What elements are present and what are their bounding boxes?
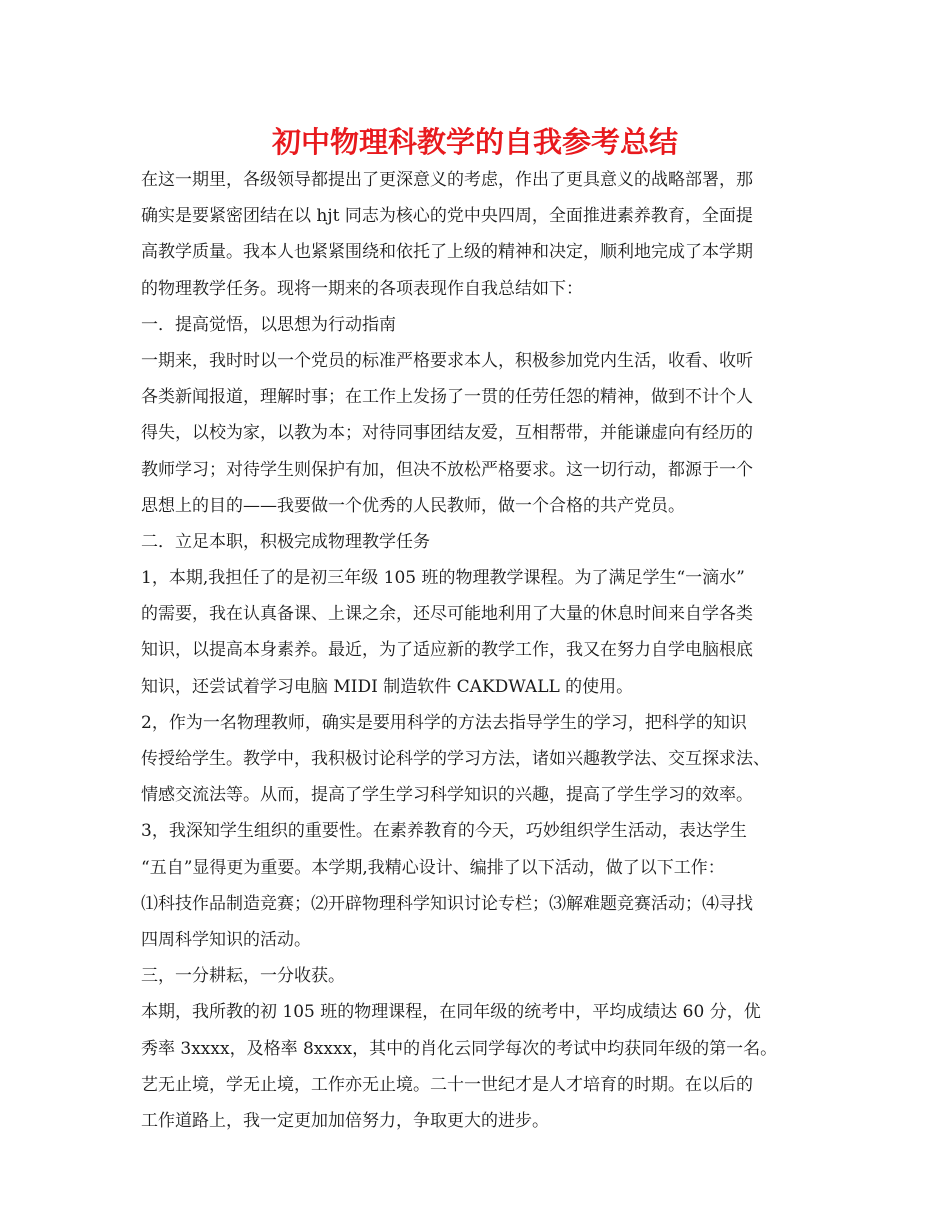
paragraph-line: 2，作为一名物理教师，确实是要用科学的方法去指导学生的学习，把科学的知识 — [141, 712, 747, 733]
paragraph-line: 高教学质量。我本人也紧紧围绕和依托了上级的精神和决定，顺利地完成了本学期 — [141, 242, 753, 263]
paragraph-line: 艺无止境，学无止境，工作亦无止境。二十一世纪才是人才培育的时期。在以后的 — [141, 1074, 753, 1095]
paragraph-line: “五自”显得更为重要。本学期,我精心设计、编排了以下活动，做了以下工作： — [141, 857, 725, 878]
paragraph-line: 得失，以校为家，以教为本；对待同事团结友爱，互相帮带，并能谦虚向有经历的 — [141, 423, 753, 444]
document-title: 初中物理科教学的自我参考总结 — [271, 125, 678, 159]
paragraph-line: 本期，我所教的初 105 班的物理课程，在同年级的统考中，平均成绩达 60 分，优 — [141, 1002, 761, 1023]
paragraph-line: 的物理教学任务。现将一期来的各项表现作自我总结如下： — [141, 278, 583, 299]
paragraph-line: 秀率 3xxxx，及格率 8xxxx，其中的肖化云同学每次的考试中均获同年级的第一名。 — [141, 1038, 778, 1059]
paragraph-line: 在这一期里，各级领导都提出了更深意义的考虑，作出了更具意义的战略部署，那 — [141, 170, 753, 190]
paragraph-line: 确实是要紧密团结在以 hjt 同志为核心的党中央四周，全面推进素养教育，全面提 — [141, 206, 753, 227]
section-heading: 三，一分耕耘，一分收获。 — [141, 966, 345, 987]
section-heading: 一．提高觉悟，以思想为行动指南 — [141, 314, 396, 335]
section-heading: 二．立足本职，积极完成物理教学任务 — [141, 531, 430, 552]
paragraph-line: 知识，以提高本身素养。最近，为了适应新的教学工作，我又在努力自学电脑根底 — [141, 640, 753, 661]
paragraph-line: 工作道路上，我一定更加加倍努力，争取更大的进步。 — [141, 1110, 549, 1131]
paragraph-line: 各类新闻报道，理解时事；在工作上发扬了一贯的任劳任怨的精神，做到不计个人 — [141, 387, 753, 408]
paragraph-line: 教师学习；对待学生则保护有加，但决不放松严格要求。这一切行动，都源于一个 — [141, 459, 753, 480]
paragraph-line: 1，本期,我担任了的是初三年级 105 班的物理教学课程。为了满足学生“一滴水” — [141, 568, 745, 589]
paragraph-line: 四周科学知识的活动。 — [141, 929, 311, 950]
document-body — [141, 162, 821, 1139]
paragraph-line: 3，我深知学生组织的重要性。在素养教育的今天，巧妙组织学生活动，表达学生 — [141, 821, 747, 842]
paragraph-line: 知识，还尝试着学习电脑 MIDI 制造软件 CAKDWALL 的使用。 — [141, 676, 634, 697]
paragraph-line: 情感交流法等。从而，提高了学生学习科学知识的兴趣，提高了学生学习的效率。 — [141, 785, 753, 806]
paragraph-line: 传授给学生。教学中，我积极讨论科学的学习方法，诸如兴趣教学法、交互探求法、 — [141, 749, 770, 769]
paragraph-line: 一期来，我时时以一个党员的标准严格要求本人，积极参加党内生活，收看、收听 — [141, 350, 753, 371]
paragraph-line: 思想上的目的——我要做一个优秀的人民教师，做一个合格的共产党员。 — [141, 495, 685, 516]
paragraph-line: 的需要，我在认真备课、上课之余，还尽可能地利用了大量的休息时间来自学各类 — [141, 604, 753, 625]
paragraph-line: ⑴科技作品制造竞赛；⑵开辟物理科学知识讨论专栏；⑶解难题竞赛活动；⑷寻找 — [141, 893, 753, 914]
